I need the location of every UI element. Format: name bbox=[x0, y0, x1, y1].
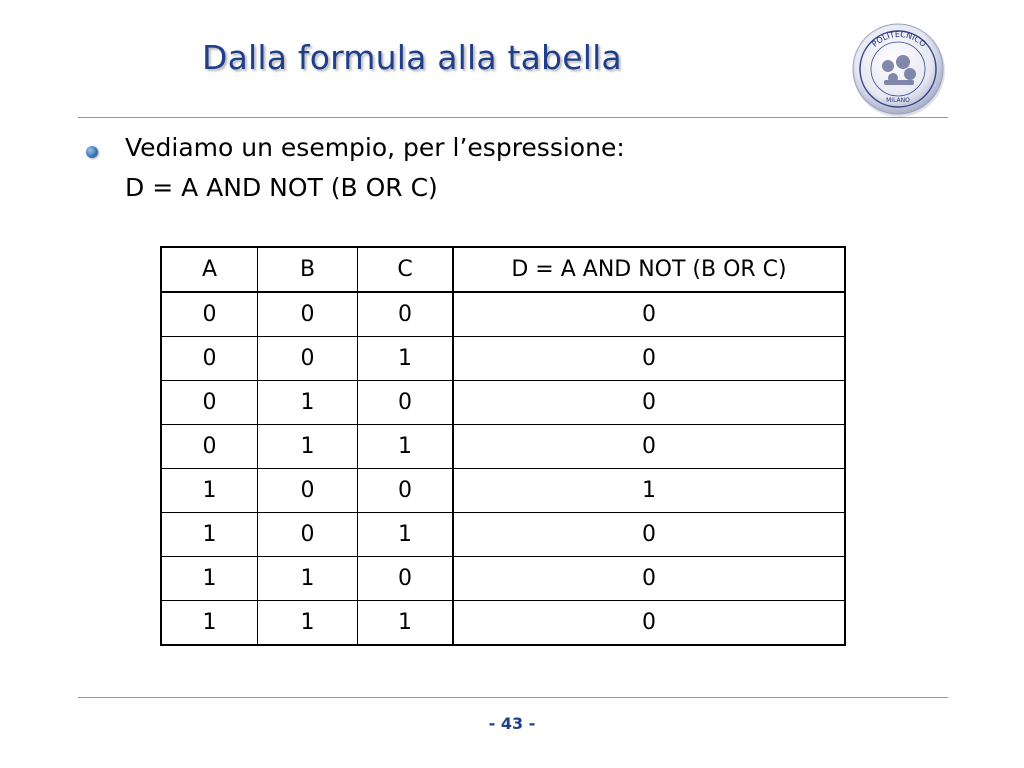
table-cell: 0 bbox=[453, 381, 845, 425]
bullet-line-1: Vediamo un esempio, per l’espressione: bbox=[125, 133, 625, 162]
column-header-c: C bbox=[358, 247, 454, 292]
table-cell: 0 bbox=[453, 337, 845, 381]
seal-text-top: POLITECNICO bbox=[870, 29, 928, 49]
politecnico-milano-seal-icon bbox=[848, 18, 950, 120]
truth-table bbox=[160, 246, 846, 646]
table-row bbox=[161, 425, 845, 469]
header-divider bbox=[78, 117, 948, 118]
table-cell: 1 bbox=[258, 425, 358, 469]
table-row bbox=[161, 381, 845, 425]
table-cell: 1 bbox=[358, 601, 454, 646]
footer-divider bbox=[78, 697, 948, 698]
table-cell: 0 bbox=[161, 337, 258, 381]
table-cell: 0 bbox=[161, 292, 258, 337]
table-cell: 1 bbox=[453, 469, 845, 513]
table-cell: 0 bbox=[258, 513, 358, 557]
table-cell: 1 bbox=[161, 469, 258, 513]
table-row bbox=[161, 601, 845, 646]
slide-title: Dalla formula alla tabella bbox=[202, 38, 622, 77]
table-cell: 0 bbox=[358, 292, 454, 337]
table-cell: 0 bbox=[161, 381, 258, 425]
page-number: - 43 - bbox=[488, 714, 536, 733]
column-header-a: A bbox=[161, 247, 258, 292]
table-cell: 0 bbox=[258, 469, 358, 513]
table-cell: 1 bbox=[258, 557, 358, 601]
table-cell: 0 bbox=[161, 425, 258, 469]
table-cell: 0 bbox=[453, 513, 845, 557]
column-header-b: B bbox=[258, 247, 358, 292]
table-row bbox=[161, 469, 845, 513]
table-cell: 0 bbox=[453, 292, 845, 337]
table-cell: 0 bbox=[358, 381, 454, 425]
table-header-row bbox=[161, 247, 845, 292]
table-cell: 0 bbox=[258, 292, 358, 337]
table-cell: 1 bbox=[161, 557, 258, 601]
table-row bbox=[161, 292, 845, 337]
table-cell: 0 bbox=[453, 425, 845, 469]
table-cell: 1 bbox=[358, 425, 454, 469]
table-cell: 0 bbox=[358, 469, 454, 513]
table-cell: 0 bbox=[453, 601, 845, 646]
seal-text-bottom: MILANO bbox=[886, 97, 910, 104]
table-cell: 0 bbox=[453, 557, 845, 601]
bullet-icon bbox=[86, 146, 98, 158]
table-row bbox=[161, 557, 845, 601]
table-cell: 1 bbox=[358, 337, 454, 381]
table-cell: 0 bbox=[258, 337, 358, 381]
table-cell: 1 bbox=[258, 381, 358, 425]
table-cell: 1 bbox=[161, 601, 258, 646]
table-cell: 1 bbox=[358, 513, 454, 557]
table-cell: 0 bbox=[358, 557, 454, 601]
table-row bbox=[161, 513, 845, 557]
bullet-text bbox=[125, 128, 625, 208]
bullet-line-2: D = A AND NOT (B OR C) bbox=[125, 173, 438, 202]
table-cell: 1 bbox=[161, 513, 258, 557]
table-row bbox=[161, 337, 845, 381]
column-header-d: D = A AND NOT (B OR C) bbox=[453, 247, 845, 292]
table-cell: 1 bbox=[258, 601, 358, 646]
